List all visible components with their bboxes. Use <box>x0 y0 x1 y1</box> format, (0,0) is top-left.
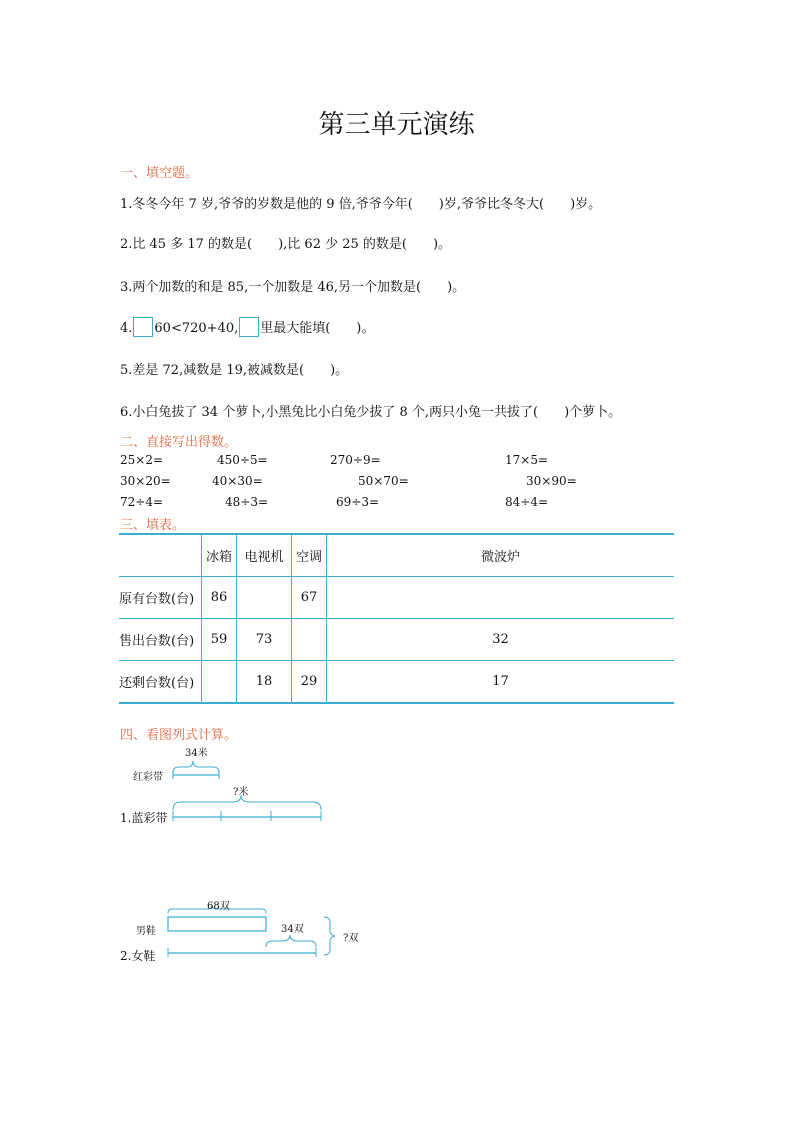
women-shoes-label: 2.女鞋 <box>120 949 156 963</box>
question-1: 1.冬冬今年 7 岁,爷爷的岁数是他的 9 倍,爷爷今年( )岁,爷爷比冬冬大( )岁。 <box>120 197 602 212</box>
brace-difference <box>266 935 316 947</box>
difference-value: 34双 <box>281 924 304 935</box>
arith-item: 25×2= <box>120 453 164 467</box>
question-3: 3.两个加数的和是 85,一个加数是 46,另一个加数是( )。 <box>120 280 466 295</box>
arith-item: 30×90= <box>526 474 577 488</box>
brace-red-ribbon <box>173 761 219 773</box>
table-row-label: 原有台数(台) <box>119 577 202 619</box>
arith-item: 48÷3= <box>225 495 269 509</box>
question-5: 5.差是 72,减数是 19,被减数是( )。 <box>120 363 349 378</box>
question-4-prefix: 4. <box>120 321 133 336</box>
arith-item: 270÷9= <box>330 453 381 467</box>
shoes-diagram <box>160 905 370 957</box>
section-heading-diagram: 四、看图列式计算。 <box>120 728 238 743</box>
table-cell: 73 <box>237 619 292 661</box>
table-header-cell: 空调 <box>292 534 327 577</box>
men-shoes-count: 68双 <box>207 901 230 912</box>
answer-box[interactable] <box>239 317 259 337</box>
red-ribbon-label: 红彩带 <box>133 772 163 783</box>
total-unknown: ?双 <box>343 933 359 944</box>
table-row <box>119 661 674 704</box>
table-cell: 67 <box>292 577 327 619</box>
question-2: 2.比 45 多 17 的数是( ),比 62 少 25 的数是( )。 <box>120 237 452 252</box>
section-heading-arithmetic: 二、直接写出得数。 <box>120 435 238 450</box>
table-cell[interactable] <box>202 661 237 704</box>
page-title: 第三单元演练 <box>318 110 475 140</box>
question-4 <box>120 317 374 337</box>
table-cell: 17 <box>327 661 675 704</box>
table-row <box>119 577 674 619</box>
table-header-cell <box>119 534 202 577</box>
arith-item: 17×5= <box>505 453 549 467</box>
arith-item: 72÷4= <box>120 495 164 509</box>
brace-total <box>324 917 335 955</box>
table-cell: 59 <box>202 619 237 661</box>
section-heading-fill-blanks: 一、填空题。 <box>120 166 199 181</box>
table-row <box>119 619 674 661</box>
appliance-table <box>119 533 674 704</box>
table-header-cell: 冰箱 <box>202 534 237 577</box>
answer-box[interactable] <box>133 317 153 337</box>
table-cell[interactable] <box>292 619 327 661</box>
table-row-label: 售出台数(台) <box>119 619 202 661</box>
blue-ribbon-unknown: ?米 <box>233 787 249 798</box>
table-header-cell: 电视机 <box>237 534 292 577</box>
question-6: 6.小白兔拔了 34 个萝卜,小黑兔比小白兔少拔了 8 个,两只小兔一共拔了( )个萝卜。 <box>120 405 622 420</box>
table-header-row <box>119 534 674 577</box>
table-cell: 18 <box>237 661 292 704</box>
question-4-suffix: 里最大能填( )。 <box>260 321 375 336</box>
table-header-cell: 微波炉 <box>327 534 675 577</box>
table-cell: 32 <box>327 619 675 661</box>
table-cell[interactable] <box>237 577 292 619</box>
table-cell: 29 <box>292 661 327 704</box>
arith-item: 450÷5= <box>217 453 268 467</box>
arith-item: 50×70= <box>358 474 409 488</box>
men-shoes-label: 男鞋 <box>136 926 156 937</box>
question-4-middle: 60<720+40, <box>154 321 239 336</box>
table-cell: 86 <box>202 577 237 619</box>
arith-item: 84÷4= <box>505 495 549 509</box>
arith-item: 40×30= <box>212 474 263 488</box>
red-ribbon-length: 34米 <box>185 748 208 759</box>
table-row-label: 还剩台数(台) <box>119 661 202 704</box>
bar-men-shoes <box>168 917 266 931</box>
table-cell[interactable] <box>327 577 675 619</box>
arith-item: 69÷3= <box>336 495 380 509</box>
section-heading-fill-table: 三、填表。 <box>120 518 186 533</box>
arith-item: 30×20= <box>120 474 171 488</box>
blue-ribbon-label: 1.蓝彩带 <box>120 811 168 825</box>
